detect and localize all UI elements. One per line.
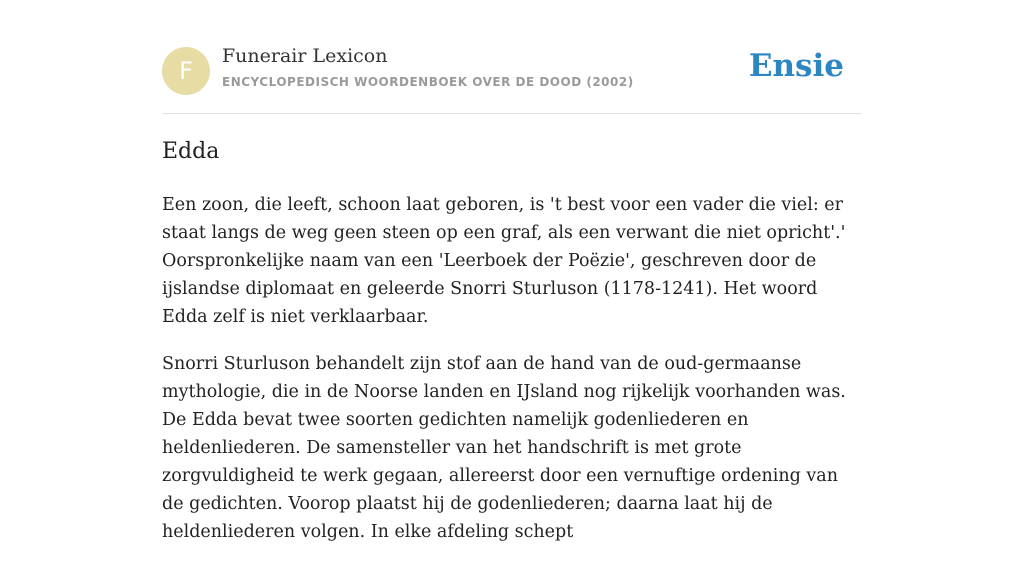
- site-header: [162, 0, 862, 114]
- article-title: Edda: [162, 139, 220, 164]
- ensie-logo[interactable]: Ensie: [748, 48, 844, 84]
- article-paragraph: Een zoon, die leeft, schoon laat geboren, is 't best voor een vader die viel: er staat langs de weg geen steen op een graf, als een verwant die niet opricht'.' Oorspronkelijke naam van een 'Leerboek der Poëzie', geschreven door de ijslandse diplomaat en geleerde Snorri Sturluson (1178-1241). Het woord Edda zelf is niet verklaarbaar.: [162, 195, 846, 327]
- page: [162, 0, 862, 542]
- article-paragraph: Snorri Sturluson behandelt zijn stof aan de hand van de oud-germaanse mythologie, die in de Noorse landen en IJsland nog rijkelijk voorhanden was. De Edda bevat twee soorten gedichten namelijk godenliederen en heldenliederen. De samensteller van het handschrift is met grote zorgvuldigheid te werk gegaan, allereerst door een vernuftige ordening van de gedichten. Voorop plaatst hij de godenliederen; daarna laat hij de heldenliederen volgen. In elke afdeling schept: [162, 354, 846, 542]
- lexicon-subtitle: ENCYCLOPEDISCH WOORDENBOEK OVER DE DOOD (2002): [222, 75, 634, 89]
- lexicon-avatar[interactable]: F: [162, 47, 210, 95]
- article-body: [162, 191, 862, 565]
- lexicon-title[interactable]: Funerair Lexicon: [222, 45, 388, 67]
